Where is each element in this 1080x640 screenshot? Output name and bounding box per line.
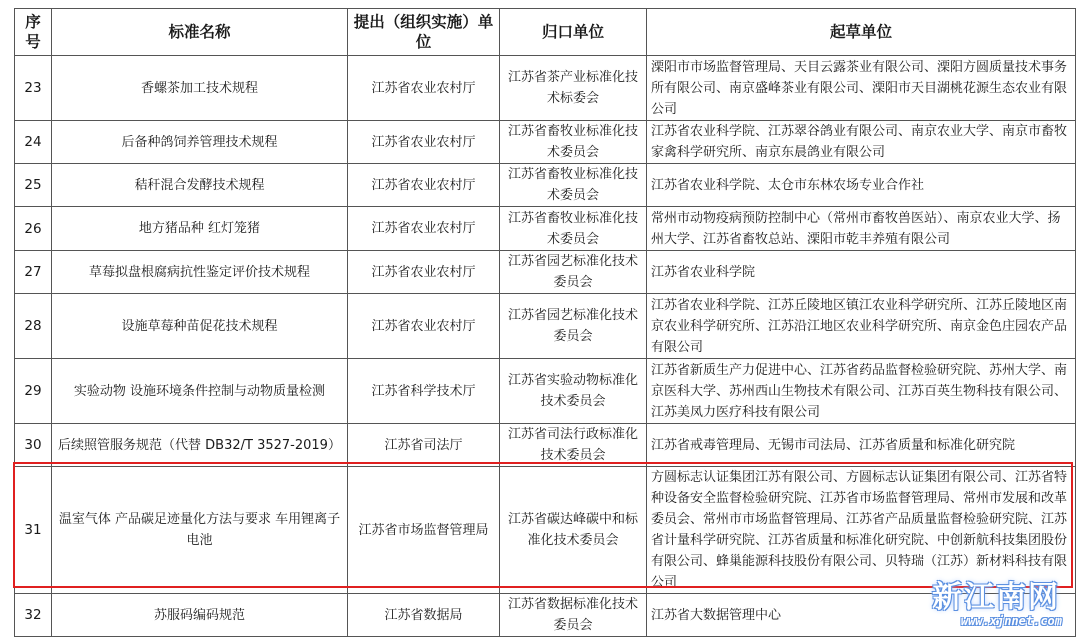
row-seq: 29 xyxy=(15,359,52,424)
row-owner: 江苏省司法行政标准化技术委员会 xyxy=(500,424,647,467)
table-header-row xyxy=(15,9,1076,56)
table-row xyxy=(15,164,1076,207)
header-name: 标准名称 xyxy=(52,9,348,56)
row-seq: 26 xyxy=(15,207,52,251)
row-standard-name: 苏服码编码规范 xyxy=(52,594,348,637)
row-seq: 31 xyxy=(15,467,52,594)
row-standard-name: 温室气体 产品碳足迹量化方法与要求 车用锂离子电池 xyxy=(52,467,348,594)
row-drafter: 江苏省戒毒管理局、无锡市司法局、江苏省质量和标准化研究院 xyxy=(647,424,1076,467)
row-owner: 江苏省数据标准化技术委员会 xyxy=(500,594,647,637)
row-standard-name: 实验动物 设施环境条件控制与动物质量检测 xyxy=(52,359,348,424)
row-proposer: 江苏省农业农村厅 xyxy=(348,294,500,359)
row-drafter: 常州市动物疫病预防控制中心（常州市畜牧兽医站）、南京农业大学、扬州大学、江苏省畜牧总站、溧阳市乾丰养殖有限公司 xyxy=(647,207,1076,251)
header-drafter: 起草单位 xyxy=(647,9,1076,56)
table-row xyxy=(15,121,1076,164)
row-drafter: 江苏省大数据管理中心 xyxy=(647,594,1076,637)
row-proposer: 江苏省农业农村厅 xyxy=(348,121,500,164)
row-standard-name: 香螺茶加工技术规程 xyxy=(52,56,348,121)
row-seq: 24 xyxy=(15,121,52,164)
row-proposer: 江苏省农业农村厅 xyxy=(348,164,500,207)
table-row xyxy=(15,359,1076,424)
table-row xyxy=(15,294,1076,359)
header-proposer: 提出（组织实施）单位 xyxy=(348,9,500,56)
row-standard-name: 地方猪品种 红灯笼猪 xyxy=(52,207,348,251)
row-drafter: 江苏省农业科学院、太仓市东林农场专业合作社 xyxy=(647,164,1076,207)
table-row xyxy=(15,207,1076,251)
standards-table xyxy=(14,8,1076,637)
row-owner: 江苏省园艺标准化技术委员会 xyxy=(500,251,647,294)
table-row xyxy=(15,251,1076,294)
row-owner: 江苏省畜牧业标准化技术委员会 xyxy=(500,164,647,207)
row-drafter: 方圆标志认证集团江苏有限公司、方圆标志认证集团有限公司、江苏省特种设备安全监督检验研究院、江苏省市场监督管理局、常州市发展和改革委员会、常州市市场监督管理局、江苏省产品质量监督检验研究院、江苏省计量科学研究院、江苏省质量和标准化研究院、中创新航科技集团股份有限公司、蜂巢能源科技股份有限公司、贝特瑞（江苏）新材料科技有限公司 xyxy=(647,467,1076,594)
row-standard-name: 秸秆混合发酵技术规程 xyxy=(52,164,348,207)
row-owner: 江苏省碳达峰碳中和标准化技术委员会 xyxy=(500,467,647,594)
row-drafter: 江苏省农业科学院 xyxy=(647,251,1076,294)
header-owner: 归口单位 xyxy=(500,9,647,56)
row-standard-name: 草莓拟盘根腐病抗性鉴定评价技术规程 xyxy=(52,251,348,294)
row-seq: 30 xyxy=(15,424,52,467)
row-standard-name: 设施草莓种苗促花技术规程 xyxy=(52,294,348,359)
row-seq: 28 xyxy=(15,294,52,359)
row-owner: 江苏省畜牧业标准化技术委员会 xyxy=(500,121,647,164)
row-owner: 江苏省茶产业标准化技术标委会 xyxy=(500,56,647,121)
row-proposer: 江苏省司法厅 xyxy=(348,424,500,467)
table-row xyxy=(15,56,1076,121)
row-proposer: 江苏省市场监督管理局 xyxy=(348,467,500,594)
row-proposer: 江苏省科学技术厅 xyxy=(348,359,500,424)
row-proposer: 江苏省农业农村厅 xyxy=(348,56,500,121)
row-seq: 27 xyxy=(15,251,52,294)
header-seq: 序号 xyxy=(15,9,52,56)
row-drafter: 江苏省农业科学院、江苏翠谷鸽业有限公司、南京农业大学、南京市畜牧家禽科学研究所、南京东晨鸽业有限公司 xyxy=(647,121,1076,164)
row-standard-name: 后续照管服务规范（代替 DB32/T 3527-2019） xyxy=(52,424,348,467)
row-standard-name: 后备种鸽饲养管理技术规程 xyxy=(52,121,348,164)
row-drafter: 江苏省新质生产力促进中心、江苏省药品监督检验研究院、苏州大学、南京医科大学、苏州西山生物技术有限公司、江苏百英生物科技有限公司、江苏美凤力医疗科技有限公司 xyxy=(647,359,1076,424)
watermark-site-name: 新江南网 xyxy=(932,580,1060,615)
row-owner: 江苏省畜牧业标准化技术委员会 xyxy=(500,207,647,251)
row-owner: 江苏省实验动物标准化技术委员会 xyxy=(500,359,647,424)
row-proposer: 江苏省数据局 xyxy=(348,594,500,637)
row-drafter: 溧阳市市场监督管理局、天目云露茶业有限公司、溧阳方圆质量技术事务所有限公司、南京盛峰茶业有限公司、溧阳市天目湖桃花源生态农业有限公司 xyxy=(647,56,1076,121)
row-seq: 23 xyxy=(15,56,52,121)
row-drafter: 江苏省农业科学院、江苏丘陵地区镇江农业科学研究所、江苏丘陵地区南京农业科学研究所、江苏沿江地区农业科学研究所、南京金色庄园农产品有限公司 xyxy=(647,294,1076,359)
row-proposer: 江苏省农业农村厅 xyxy=(348,251,500,294)
row-proposer: 江苏省农业农村厅 xyxy=(348,207,500,251)
watermark-logo xyxy=(916,572,1066,630)
row-seq: 32 xyxy=(15,594,52,637)
row-seq: 25 xyxy=(15,164,52,207)
watermark-url: www.xjnnet.com xyxy=(960,614,1062,628)
table-row xyxy=(15,424,1076,467)
row-owner: 江苏省园艺标准化技术委员会 xyxy=(500,294,647,359)
